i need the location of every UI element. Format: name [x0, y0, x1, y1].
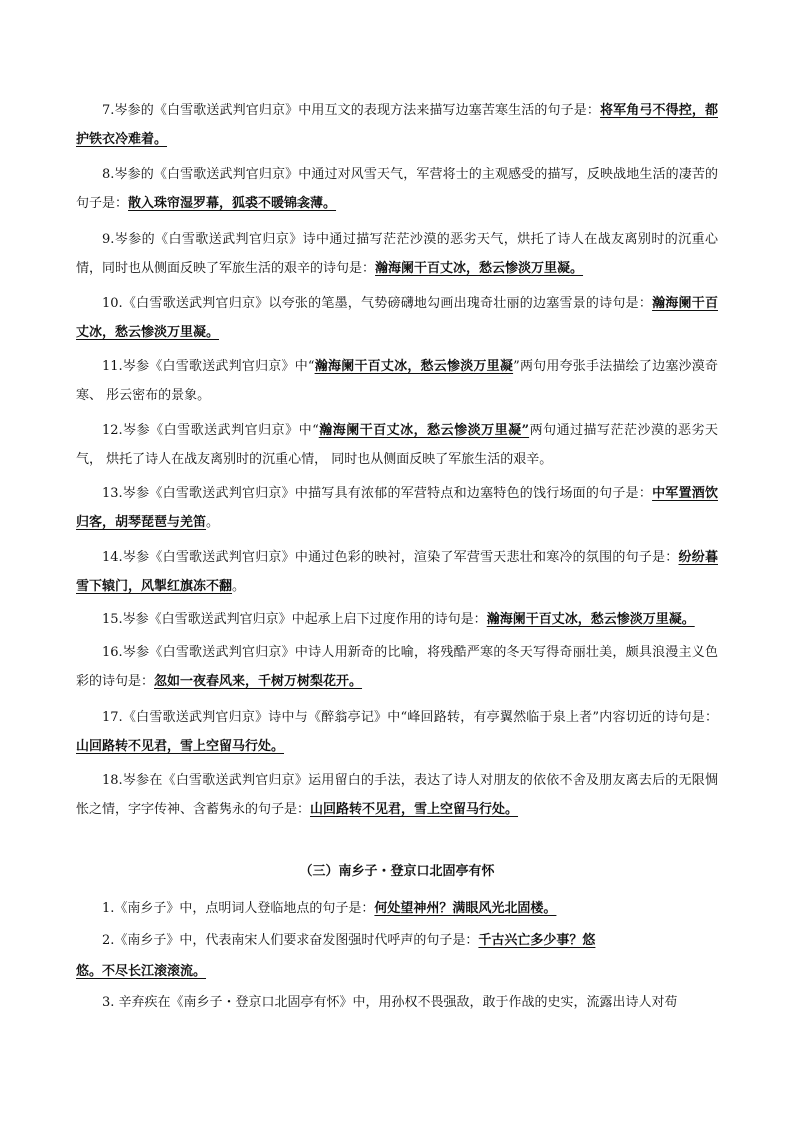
question-text: 13.岑参《白雪歌送武判官归京》中描写具有浓郁的军营特点和边塞特色的饯行场面的句子是：	[102, 486, 653, 501]
question-7	[76, 96, 718, 154]
question-text: 7.岑参的《白雪歌送武判官归京》中用互文的表现方法来描写边塞苦寒生活的句子是：	[102, 103, 601, 118]
answer-text-continued: 悠。不尽长江滚滚流。	[76, 964, 207, 979]
question-text: 17.《白雪歌送武判官归京》诗中与《醉翁亭记》中“峰回路转，有亭翼然临于泉上者”内容切近的诗句是：	[102, 710, 718, 725]
question-text: 10.《白雪歌送武判官归京》以夸张的笔墨，气势磅礴地勾画出瑰奇壮丽的边塞雪景的诗句是：	[102, 296, 653, 311]
answer-text: 将军角弓不得控，都护铁衣冷难着。	[76, 103, 718, 147]
question-nxz-1	[76, 894, 718, 923]
question-12	[76, 416, 718, 474]
answer-text: 瀚海阑干百丈冰，愁云惨淡万里凝。	[76, 296, 718, 340]
question-14	[76, 543, 718, 601]
question-nxz-2-continued	[76, 957, 718, 986]
question-text: 15.岑参《白雪歌送武判官归京》中起承上启下过度作用的诗句是：	[102, 612, 487, 627]
question-text: 9.岑参的《白雪歌送武判官归京》诗中通过描写茫茫沙漠的恶劣天气，烘托了诗人在战友离别时的沉重心情，同时也从侧面反映了军旅生活的艰辛的诗句是：	[76, 232, 718, 276]
answer-text: 何处望神州？满眼风光北固楼。	[374, 901, 557, 916]
question-13	[76, 479, 718, 537]
question-text: 2.《南乡子》中，代表南宋人们要求奋发图强时代呼声的句子是：	[102, 933, 479, 948]
question-18	[76, 766, 718, 824]
question-10	[76, 289, 718, 347]
question-text: 11.岑参《白雪歌送武判官归京》中“	[102, 359, 315, 374]
question-text: 14.岑参《白雪歌送武判官归京》中通过色彩的映衬，渲染了军营雪天悲壮和寒冷的氛围的句子是：	[102, 550, 679, 565]
question-text: 8.岑参的《白雪歌送武判官归京》中通过对风雪天气，军营将士的主观感受的描写，反映战地生活的凄苦的句子是：	[76, 167, 718, 211]
question-text: 12.岑参《白雪歌送武判官归京》中“	[102, 423, 319, 438]
answer-text: 千古兴亡多少事？悠	[478, 933, 596, 948]
question-nxz-2	[76, 926, 718, 955]
question-16	[76, 638, 718, 696]
question-text-tail: ”两句用夸张手法描绘了边塞沙漠奇寒、 彤云密布的景象。	[76, 359, 718, 403]
answer-text: 散入珠帘湿罗幕，狐裘不暖锦衾薄。	[128, 196, 337, 211]
answer-text: 瀚海阑干百丈冰，愁云惨淡万里凝。	[486, 612, 695, 627]
question-text-tail: 。	[232, 579, 246, 594]
question-17	[76, 703, 718, 761]
question-text-tail: 。	[206, 515, 220, 530]
answer-text: 瀚海阑干百丈冰，愁云惨淡万里凝”	[318, 423, 530, 438]
question-text: 18.岑参在《白雪歌送武判官归京》运用留白的手法，表达了诗人对朋友的依依不舍及朋友离去后的无限惆怅之情，字字传神、含蓄隽永的句子是：	[76, 773, 718, 817]
answer-text: 山回路转不见君，雪上空留马行处。	[76, 739, 285, 754]
answer-text: 中军置酒饮归客，胡琴琵琶与羌笛	[76, 486, 718, 530]
question-11	[76, 352, 718, 410]
question-text: 16.岑参《白雪歌送武判官归京》中诗人用新奇的比喻，将残酷严寒的冬天写得奇丽壮美，颇具浪漫主义色彩的诗句是：	[76, 645, 718, 689]
question-text-tail: 两句通过描写茫茫沙漠的恶劣天气， 烘托了诗人在战友离别时的沉重心情， 同时也从侧面反映了军旅生活的艰辛。	[76, 423, 718, 467]
answer-text: 纷纷暮雪下辕门，风掣红旗冻不翻	[76, 550, 718, 594]
question-9	[76, 225, 718, 283]
question-15	[76, 605, 718, 634]
answer-text: 瀚海阑干百丈冰，愁云惨淡万里凝	[314, 359, 514, 374]
question-nxz-3	[76, 988, 718, 1017]
answer-text: 山回路转不见君，雪上空留马行处。	[310, 802, 519, 817]
question-text: 3. 辛弃疾在《南乡子・登京口北固亭有怀》中，用孙权不畏强敌，敢于作战的史实，流露出诗人对苟	[102, 995, 678, 1010]
answer-text: 忽如一夜春风来，千树万树梨花开。	[154, 674, 363, 689]
question-8	[76, 160, 718, 218]
question-text: 1.《南乡子》中，点明词人登临地点的句子是：	[102, 901, 375, 916]
answer-text: 瀚海阑干百丈冰，愁云惨淡万里凝。	[375, 261, 584, 276]
section-title: （三）南乡子・登京口北固亭有怀	[299, 864, 495, 879]
